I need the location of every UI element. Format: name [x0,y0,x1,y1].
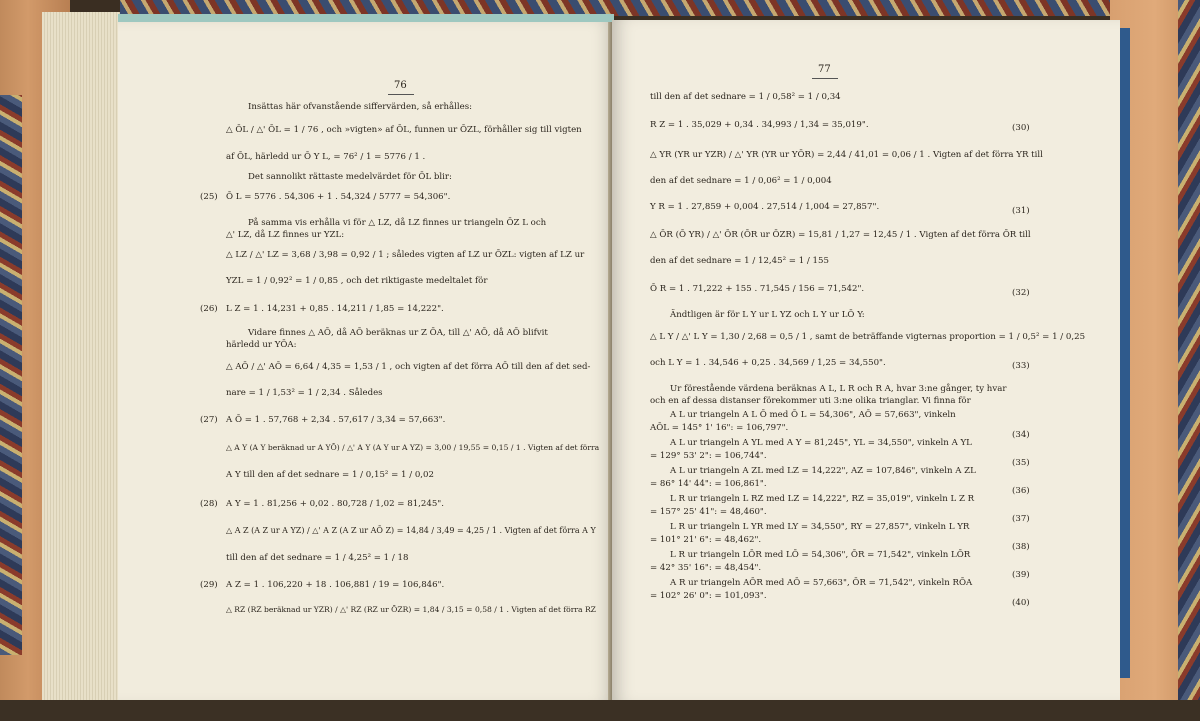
text-line: A L ur triangeln A YL med A Y = 81,245", YL = 34,550", vinkeln A YL [670,438,972,448]
equation: till den af det sednare = 1 / 0,58² = 1 / 0,34 [650,92,841,102]
equation-number: (37) [1012,514,1030,524]
left-page [118,22,614,702]
equation-number: (30) [1012,123,1030,133]
text-line: Insättas här ofvanstående siffervärden, så erhålles: [248,102,473,112]
text-line: A R ur triangeln AŌR med AŌ = 57,663", ŌR = 71,542", vinkeln RŌA [670,578,973,588]
text-line: = 102° 26' 0": = 101,093". [650,591,767,601]
text-line: Vidare finnes △ AŌ, då AŌ beräknas ur Z ŌA, till △' AŌ, då AŌ blifvit [248,328,548,338]
equation-number: (39) [1012,570,1030,580]
equation: △ L Y / △' L Y = 1,30 / 2,68 = 0,5 / 1 , samt de beträffande vigternas proportion = 1 / 0,5² = 1 / 0,25 [650,332,1086,342]
equation: A Z = 1 . 106,220 + 18 . 106,881 / 19 = 106,846". [226,580,445,590]
equation-number: (26) [200,304,218,314]
text-line: På samma vis erhålla vi för △ LZ, då LZ finnes ur triangeln ŌZ L och [248,218,547,228]
equation: △ ŌR (Ō YR) / △' ŌR (ŌR ur ŌZR) = 15,81 / 1,27 = 12,45 / 1 . Vigten af det förra ŌR till [650,230,1031,240]
equation: Ō R = 1 . 71,222 + 155 . 71,545 / 156 = 71,542". [650,284,865,294]
equation: Ō L = 5776 . 54,306 + 1 . 54,324 / 5777 = 54,306". [226,192,451,202]
text-line: = 101° 21' 6": = 48,462". [650,535,762,545]
equation-number: (31) [1012,206,1030,216]
equation-number: (40) [1012,598,1030,608]
text-line: härledd ur YŌA: [226,340,297,350]
equation-number: (25) [200,192,218,202]
text-line: af ŌL, härledd ur Ō Y L, = 76² / 1 = 5776 / 1 . [226,152,426,162]
equation: A Ō = 1 . 57,768 + 2,34 . 57,617 / 3,34 = 57,663". [226,415,446,425]
text-line: = 42° 35' 16": = 48,454". [650,563,762,573]
text-line: = 86° 14' 44": = 106,861". [650,479,767,489]
right-page [612,20,1120,702]
equation-number: (36) [1012,486,1030,496]
text-line: L R ur triangeln LŌR med LŌ = 54,306", ŌR = 71,542", vinkeln LŌR [670,550,971,560]
text-line: och en af dessa distanser förekommer uti 3:ne olika trianglar. Vi finna för [650,396,971,406]
text-line: Ur förestående värdena beräknas A L, L R och R A, hvar 3:ne gånger, ty hvar [670,384,1007,394]
equation-number: (32) [1012,288,1030,298]
equation: A Y = 1 . 81,256 + 0,02 . 80,728 / 1,02 = 81,245". [226,499,444,509]
equation: Y R = 1 . 27,859 + 0,004 . 27,514 / 1,004 = 27,857". [650,202,880,212]
page-number: 77 [818,64,831,75]
text-line: Ändtligen är för L Y ur L YZ och L Y ur LŌ Y: [670,310,865,320]
equation: A Y till den af det sednare = 1 / 0,15² = 1 / 0,02 [226,470,434,480]
page-number-rule [812,78,838,79]
equation-number: (34) [1012,430,1030,440]
equation-number: (29) [200,580,218,590]
text-line: = 157° 25' 41": = 48,460". [650,507,767,517]
text-line: A L ur triangeln A ZL med LZ = 14,222", AZ = 107,846", vinkeln A ZL [670,466,976,476]
equation: △ YR (YR ur YZR) / △' YR (YR ur YŌR) = 2,44 / 41,01 = 0,06 / 1 . Vigten af det förra YR till [650,150,1043,160]
equation: den af det sednare = 1 / 12,45² = 1 / 155 [650,256,829,266]
equation: R Z = 1 . 35,029 + 0,34 . 34,993 / 1,34 = 35,019". [650,120,869,130]
equation: △ LZ / △' LZ = 3,68 / 3,98 = 0,92 / 1 ; således vigten af LZ ur ŌZL: vigten af LZ ur [226,250,585,260]
equation: den af det sednare = 1 / 0,06² = 1 / 0,004 [650,176,832,186]
text-line: A L ur triangeln A L Ō med Ō L = 54,306", AŌ = 57,663", vinkeln [670,410,956,420]
equation: nare = 1 / 1,53² = 1 / 2,34 . Således [226,388,383,398]
left-marbled-edge [0,95,22,655]
equation-number: (33) [1012,361,1030,371]
page-number: 76 [394,80,407,91]
equation: L Z = 1 . 14,231 + 0,85 . 14,211 / 1,85 = 14,222". [226,304,444,314]
text-line: Det sannolikt rättaste medelvärdet för ŌL blir: [248,172,452,182]
text-line: △ ŌL / △' ŌL = 1 / 76 , och »vigten» af ŌL, funnen ur ŌZL, förhåller sig till vigten [226,125,582,135]
page-number-rule [388,94,414,95]
text-line: L R ur triangeln L RZ med LZ = 14,222", RZ = 35,019", vinkeln L Z R [670,494,975,504]
text-line: = 129° 53' 2": = 106,744". [650,451,767,461]
right-marbled-edge [1178,0,1200,721]
equation-number: (27) [200,415,218,425]
equation: △ A Z (A Z ur A YZ) / △' A Z (A Z ur AŌ Z) = 14,84 / 3,49 = 4,25 / 1 . Vigten af det förra A Y [226,526,596,535]
text-line: △' LZ, då LZ finnes ur YZL: [226,230,345,240]
text-line: AŌL = 145° 1' 16": = 106,797". [650,423,789,433]
text-line: L R ur triangeln L YR med LY = 34,550", RY = 27,857", vinkeln L YR [670,522,970,532]
bottom-shadow [0,700,1200,721]
equation: △ AŌ / △' AŌ = 6,64 / 4,35 = 1,53 / 1 , och vigten af det förra AŌ till den af det sed- [226,362,591,372]
equation-number: (38) [1012,542,1030,552]
equation-number: (28) [200,499,218,509]
equation: △ RZ (RZ beräknad ur YZR) / △' RZ (RZ ur ŌZR) = 1,84 / 3,15 = 0,58 / 1 . Vigten af det förra RZ [226,605,596,614]
equation: till den af det sednare = 1 / 4,25² = 1 / 18 [226,553,409,563]
equation: △ A Y (A Y beräknad ur A YŌ) / △' A Y (A Y ur A YZ) = 3,00 / 19,55 = 0,15 / 1 . Vigten af det förra [226,443,600,452]
equation-number: (35) [1012,458,1030,468]
equation: YZL = 1 / 0,92² = 1 / 0,85 , och det riktigaste medeltalet för [226,276,488,286]
left-page-stack [42,12,122,702]
equation: och L Y = 1 . 34,546 + 0,25 . 34,569 / 1,25 = 34,550". [650,358,886,368]
